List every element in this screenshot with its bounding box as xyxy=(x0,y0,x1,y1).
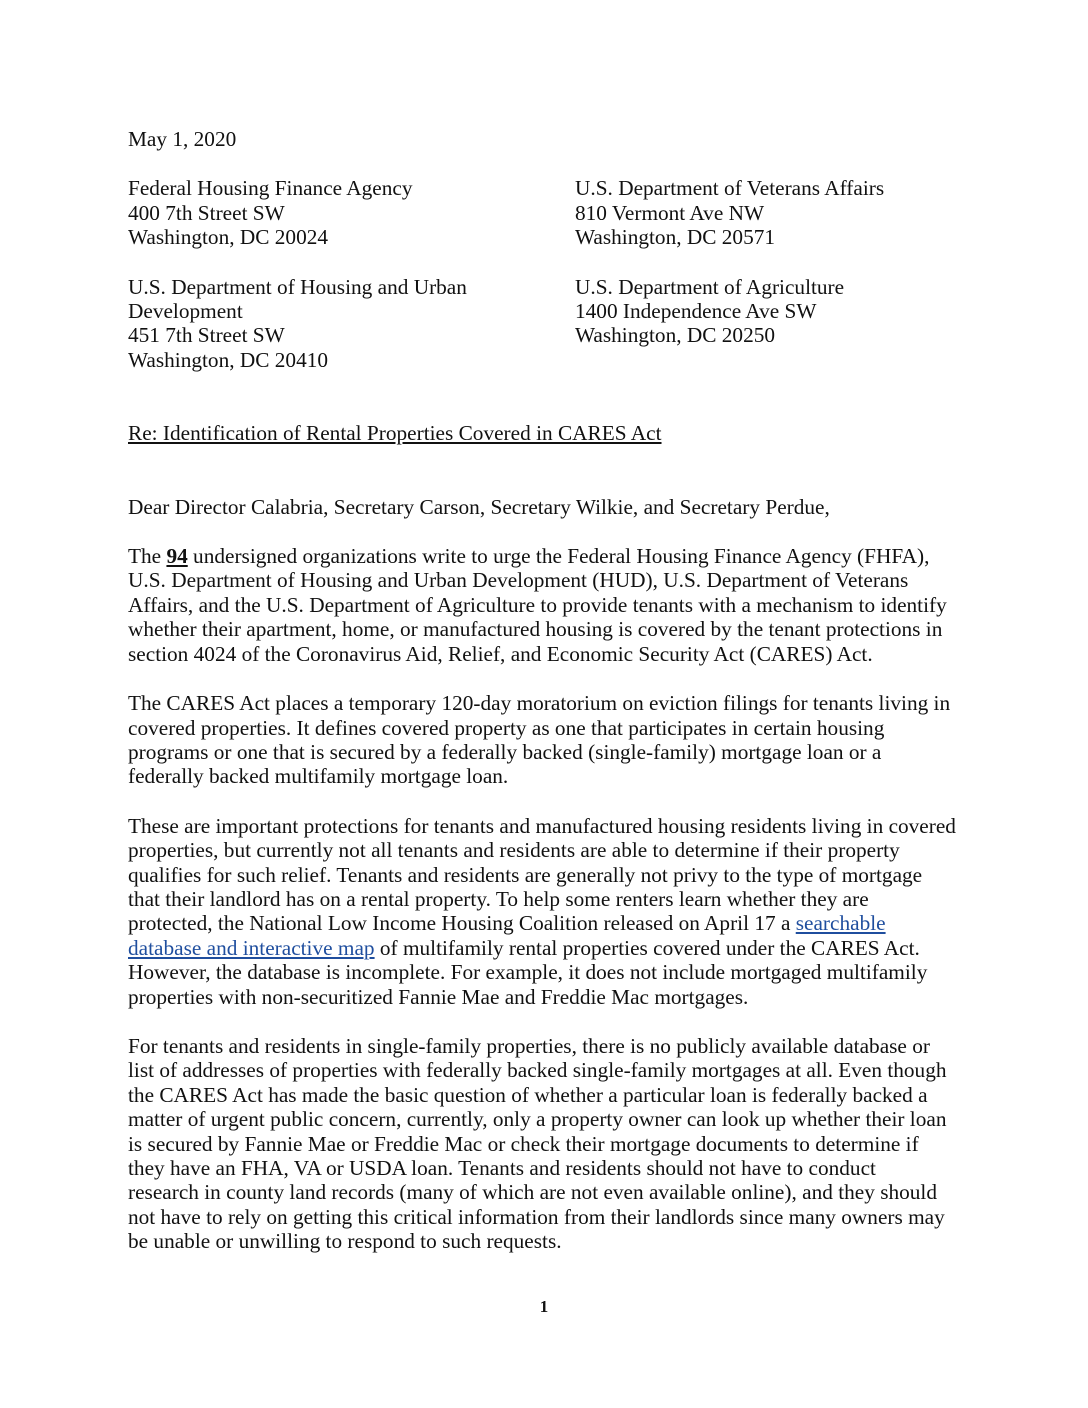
paragraph-protections xyxy=(128,814,960,1009)
paragraph-line: list of addresses of properties with federally backed single-family mortgages at all. Even though xyxy=(128,1058,947,1083)
paragraph-line: that their landlord has on a rental property. To help some renters learn whether they are xyxy=(128,886,869,911)
paragraph-line: federally backed multifamily mortgage loan. xyxy=(128,764,509,789)
address-line: Federal Housing Finance Agency xyxy=(128,176,413,201)
paragraph-line: the CARES Act has made the basic question of whether a particular loan is federally backed a xyxy=(128,1082,928,1107)
paragraph-line: whether their apartment, home, or manufactured housing is covered by the tenant protections in xyxy=(128,617,943,642)
paragraph-line: The CARES Act places a temporary 120-day moratorium on eviction filings for tenants living in xyxy=(128,691,951,716)
address-line: U.S. Department of Veterans Affairs xyxy=(575,176,885,201)
text-run: of multifamily rental properties covered under the CARES Act. xyxy=(374,935,920,960)
paragraph-line: qualifies for such relief. Tenants and residents are generally not privy to the type of mortgage xyxy=(128,862,923,887)
paragraph-line xyxy=(128,911,960,935)
paragraph-line: U.S. Department of Housing and Urban Development (HUD), U.S. Department of Veterans xyxy=(128,568,909,593)
address-line: Development xyxy=(128,299,243,324)
paragraph-line: However, the database is incomplete. For example, it does not include mortgaged multifamily xyxy=(128,960,928,985)
paragraph-line: properties, but currently not all tenants and residents are able to determine if their property xyxy=(128,838,900,863)
paragraph-line: covered properties. It defines covered property as one that participates in certain housing xyxy=(128,715,885,740)
address-line: Washington, DC 20250 xyxy=(575,323,776,348)
recipient-fhfa xyxy=(128,176,575,249)
paragraph-line: they have an FHA, VA or USDA loan. Tenants and residents should not have to conduct xyxy=(128,1156,876,1180)
salutation: Dear Director Calabria, Secretary Carson, Secretary Wilkie, and Secretary Perdue, xyxy=(128,494,830,519)
address-line: Washington, DC 20571 xyxy=(575,225,776,250)
text-run: The xyxy=(128,544,167,569)
paragraph-line: programs or one that is secured by a federally backed (single-family) mortgage loan or a xyxy=(128,739,882,764)
address-line: 1400 Independence Ave SW xyxy=(575,299,817,324)
letter-date: May 1, 2020 xyxy=(128,127,237,151)
address-line: 810 Vermont Ave NW xyxy=(575,200,765,225)
recipient-hud xyxy=(128,275,575,373)
address-line: U.S. Department of Housing and Urban xyxy=(128,274,467,299)
paragraph-line: Affairs, and the U.S. Department of Agriculture to provide tenants with a mechanism to identify xyxy=(128,592,947,617)
paragraph-line: For tenants and residents in single-family properties, there is no publicly available database or xyxy=(128,1033,930,1058)
address-line: Washington, DC 20024 xyxy=(128,225,329,250)
paragraph-line xyxy=(128,936,960,960)
searchable-database-link[interactable]: searchable xyxy=(795,911,886,936)
paragraph-line: is secured by Fannie Mae or Freddie Mac or check their mortgage documents to determine if xyxy=(128,1131,919,1156)
paragraph-intro xyxy=(128,544,960,666)
interactive-map-link[interactable]: database and interactive map xyxy=(128,935,375,960)
paragraph-line: research in county land records (many of which are not even available online), and they should xyxy=(128,1180,937,1205)
paragraph-line: not have to rely on getting this critical information from their landlords since many owners may xyxy=(128,1204,945,1229)
address-line: U.S. Department of Agriculture xyxy=(575,274,845,299)
paragraph-line: properties with non-securitized Fannie Mae and Freddie Mac mortgages. xyxy=(128,984,749,1009)
paragraph-line: These are important protections for tenants and manufactured housing residents living in covered xyxy=(128,813,956,838)
text-run: undersigned organizations write to urge the Federal Housing Finance Agency (FHFA), xyxy=(187,544,930,569)
recipient-va xyxy=(575,176,960,249)
recipient-addresses xyxy=(128,176,960,372)
paragraph-moratorium xyxy=(128,691,960,789)
address-line: 451 7th Street SW xyxy=(128,323,285,348)
recipient-usda xyxy=(575,275,960,373)
paragraph-line: section 4024 of the Coronavirus Aid, Relief, and Economic Security Act (CARES) Act. xyxy=(128,641,873,666)
organization-count: 94 xyxy=(166,544,188,569)
address-line: Washington, DC 20410 xyxy=(128,347,329,372)
address-line: 400 7th Street SW xyxy=(128,200,285,225)
paragraph-line: matter of urgent public concern, currently, only a property owner can look up whether their loan xyxy=(128,1107,947,1132)
subject-line: Re: Identification of Rental Properties Covered in CARES Act xyxy=(128,421,662,446)
text-run: protected, the National Low Income Housing Coalition released on April 17 a xyxy=(128,911,796,936)
paragraph-single-family xyxy=(128,1034,960,1254)
paragraph-line: be unable or unwilling to respond to such requests. xyxy=(128,1229,562,1254)
paragraph-line xyxy=(128,544,960,568)
page-number: 1 xyxy=(539,1297,549,1316)
